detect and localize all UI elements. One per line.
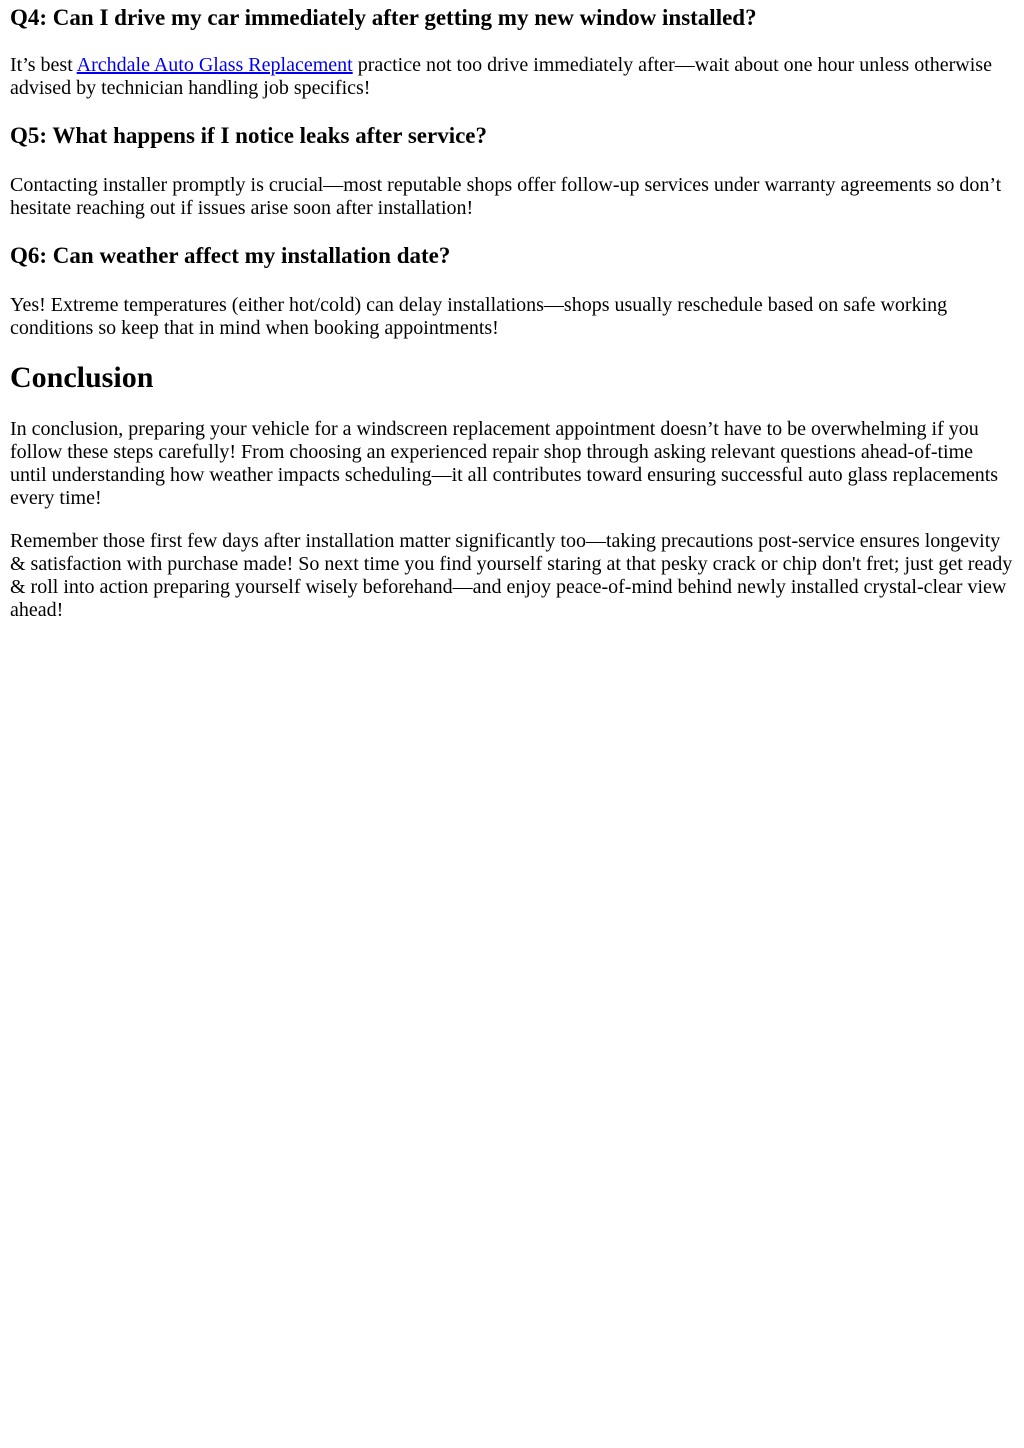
archdale-auto-glass-link[interactable]: Archdale Auto Glass Replacement: [76, 54, 353, 76]
faq-q4-answer-lead: It’s best: [10, 54, 77, 76]
faq-q5-heading: Q5: What happens if I notice leaks after service?: [10, 123, 488, 148]
faq-q4-answer: [10, 54, 1014, 100]
conclusion-heading: Conclusion: [10, 361, 154, 394]
faq-q6-heading: Q6: Can weather affect my installation date?: [10, 243, 451, 268]
conclusion-paragraph-1: In conclusion, preparing your vehicle for a windscreen replacement appointment doesn’t have to be overwhelming if you follow these steps carefully! From choosing an experienced repair shop through asking relevant questions ahead-of-time until understanding how weather impacts scheduling—it all contributes toward ensuring successful auto glass replacements every time!: [10, 418, 999, 509]
faq-q5-answer: Contacting installer promptly is crucial—most reputable shops offer follow-up services under warranty agreements so don’t hesitate reaching out if issues arise soon after installation!: [10, 174, 1002, 219]
conclusion-paragraph-2: Remember those first few days after installation matter significantly too—taking precautions post-service ensures longevity & satisfaction with purchase made! So next time you find yourself staring at that pesky crack or chip don't fret; just get ready & roll into action preparing yourself wisely beforehand—and enjoy peace-of-mind behind newly installed crystal-clear view ahead!: [10, 530, 1013, 621]
faq-q6-answer: Yes! Extreme temperatures (either hot/cold) can delay installations—shops usually reschedule based on safe working conditions so keep that in mind when booking appointments!: [10, 294, 948, 339]
article-content: [0, 2, 1024, 622]
faq-q4-heading: Q4: Can I drive my car immediately after getting my new window installed?: [10, 5, 757, 30]
faq-q4-answer-tail: practice not too drive immediately after—wait about one hour unless otherwise advised by technician handling job specifics!: [10, 54, 992, 99]
